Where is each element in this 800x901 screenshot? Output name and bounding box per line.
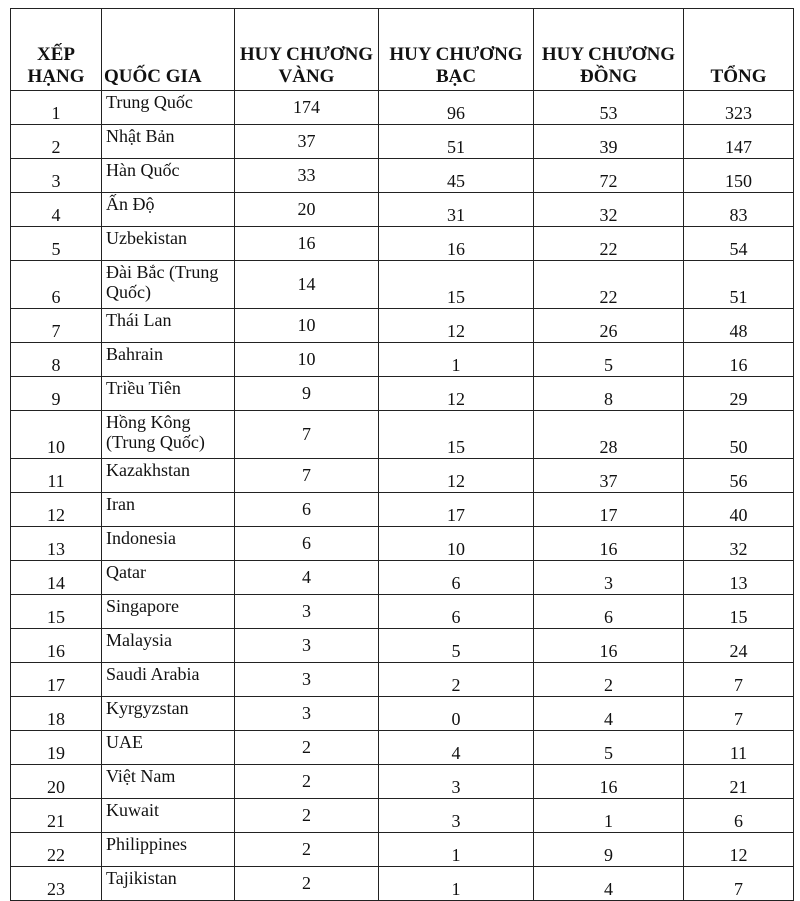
rank-cell: 7 bbox=[11, 309, 102, 343]
bronze-cell: 6 bbox=[534, 595, 684, 629]
silver-cell: 96 bbox=[379, 91, 534, 125]
country-cell: Philippines bbox=[102, 833, 235, 867]
silver-cell: 3 bbox=[379, 799, 534, 833]
table-row bbox=[11, 561, 794, 595]
bronze-cell: 16 bbox=[534, 527, 684, 561]
country-cell: Trung Quốc bbox=[102, 91, 235, 125]
silver-cell: 15 bbox=[379, 411, 534, 459]
table-row bbox=[11, 343, 794, 377]
rank-cell: 19 bbox=[11, 731, 102, 765]
rank-cell: 22 bbox=[11, 833, 102, 867]
total-cell: 16 bbox=[684, 343, 794, 377]
gold-cell: 14 bbox=[235, 261, 379, 309]
header-total: TỔNG bbox=[684, 9, 794, 91]
country-cell: Malaysia bbox=[102, 629, 235, 663]
table-row bbox=[11, 867, 794, 901]
rank-cell: 5 bbox=[11, 227, 102, 261]
bronze-cell: 4 bbox=[534, 697, 684, 731]
gold-cell: 2 bbox=[235, 765, 379, 799]
table-row bbox=[11, 261, 794, 309]
bronze-cell: 16 bbox=[534, 629, 684, 663]
country-cell: Singapore bbox=[102, 595, 235, 629]
table-row bbox=[11, 377, 794, 411]
silver-cell: 10 bbox=[379, 527, 534, 561]
table-row bbox=[11, 731, 794, 765]
country-cell: UAE bbox=[102, 731, 235, 765]
country-cell: Tajikistan bbox=[102, 867, 235, 901]
bronze-cell: 5 bbox=[534, 343, 684, 377]
country-cell: Kazakhstan bbox=[102, 459, 235, 493]
gold-cell: 16 bbox=[235, 227, 379, 261]
rank-cell: 6 bbox=[11, 261, 102, 309]
bronze-cell: 2 bbox=[534, 663, 684, 697]
country-cell: Nhật Bản bbox=[102, 125, 235, 159]
rank-cell: 17 bbox=[11, 663, 102, 697]
silver-cell: 51 bbox=[379, 125, 534, 159]
bronze-cell: 22 bbox=[534, 227, 684, 261]
gold-cell: 2 bbox=[235, 867, 379, 901]
total-cell: 12 bbox=[684, 833, 794, 867]
total-cell: 54 bbox=[684, 227, 794, 261]
table-row bbox=[11, 833, 794, 867]
rank-cell: 13 bbox=[11, 527, 102, 561]
gold-cell: 4 bbox=[235, 561, 379, 595]
gold-cell: 37 bbox=[235, 125, 379, 159]
rank-cell: 1 bbox=[11, 91, 102, 125]
country-cell: Iran bbox=[102, 493, 235, 527]
country-cell: Kyrgyzstan bbox=[102, 697, 235, 731]
table-row bbox=[11, 663, 794, 697]
country-cell: Bahrain bbox=[102, 343, 235, 377]
rank-cell: 12 bbox=[11, 493, 102, 527]
silver-cell: 3 bbox=[379, 765, 534, 799]
rank-cell: 10 bbox=[11, 411, 102, 459]
total-cell: 21 bbox=[684, 765, 794, 799]
country-cell: Kuwait bbox=[102, 799, 235, 833]
gold-cell: 2 bbox=[235, 799, 379, 833]
total-cell: 150 bbox=[684, 159, 794, 193]
gold-cell: 2 bbox=[235, 833, 379, 867]
total-cell: 56 bbox=[684, 459, 794, 493]
table-row bbox=[11, 193, 794, 227]
gold-cell: 6 bbox=[235, 527, 379, 561]
silver-cell: 1 bbox=[379, 867, 534, 901]
total-cell: 147 bbox=[684, 125, 794, 159]
silver-cell: 17 bbox=[379, 493, 534, 527]
table-row bbox=[11, 799, 794, 833]
bronze-cell: 8 bbox=[534, 377, 684, 411]
bronze-cell: 32 bbox=[534, 193, 684, 227]
silver-cell: 6 bbox=[379, 595, 534, 629]
table-row bbox=[11, 309, 794, 343]
silver-cell: 1 bbox=[379, 833, 534, 867]
header-country: QUỐC GIA bbox=[102, 9, 235, 91]
header-row bbox=[11, 9, 794, 91]
bronze-cell: 3 bbox=[534, 561, 684, 595]
country-cell: Đài Bắc (Trung Quốc) bbox=[102, 261, 235, 309]
rank-cell: 20 bbox=[11, 765, 102, 799]
total-cell: 7 bbox=[684, 867, 794, 901]
gold-cell: 3 bbox=[235, 595, 379, 629]
rank-cell: 8 bbox=[11, 343, 102, 377]
total-cell: 32 bbox=[684, 527, 794, 561]
silver-cell: 12 bbox=[379, 459, 534, 493]
header-rank: XẾP HẠNG bbox=[11, 9, 102, 91]
gold-cell: 7 bbox=[235, 459, 379, 493]
bronze-cell: 22 bbox=[534, 261, 684, 309]
country-cell: Hồng Kông (Trung Quốc) bbox=[102, 411, 235, 459]
total-cell: 323 bbox=[684, 91, 794, 125]
medal-table bbox=[10, 8, 794, 901]
gold-cell: 6 bbox=[235, 493, 379, 527]
total-cell: 51 bbox=[684, 261, 794, 309]
table-row bbox=[11, 91, 794, 125]
total-cell: 13 bbox=[684, 561, 794, 595]
country-cell: Thái Lan bbox=[102, 309, 235, 343]
bronze-cell: 53 bbox=[534, 91, 684, 125]
gold-cell: 2 bbox=[235, 731, 379, 765]
bronze-cell: 72 bbox=[534, 159, 684, 193]
gold-cell: 7 bbox=[235, 411, 379, 459]
gold-cell: 10 bbox=[235, 309, 379, 343]
bronze-cell: 5 bbox=[534, 731, 684, 765]
header-gold: HUY CHƯƠNG VÀNG bbox=[235, 9, 379, 91]
silver-cell: 31 bbox=[379, 193, 534, 227]
country-cell: Uzbekistan bbox=[102, 227, 235, 261]
silver-cell: 4 bbox=[379, 731, 534, 765]
silver-cell: 6 bbox=[379, 561, 534, 595]
rank-cell: 2 bbox=[11, 125, 102, 159]
gold-cell: 33 bbox=[235, 159, 379, 193]
silver-cell: 12 bbox=[379, 309, 534, 343]
total-cell: 7 bbox=[684, 663, 794, 697]
gold-cell: 3 bbox=[235, 697, 379, 731]
rank-cell: 11 bbox=[11, 459, 102, 493]
rank-cell: 9 bbox=[11, 377, 102, 411]
total-cell: 11 bbox=[684, 731, 794, 765]
country-cell: Indonesia bbox=[102, 527, 235, 561]
table-row bbox=[11, 765, 794, 799]
bronze-cell: 17 bbox=[534, 493, 684, 527]
silver-cell: 12 bbox=[379, 377, 534, 411]
rank-cell: 23 bbox=[11, 867, 102, 901]
table-row bbox=[11, 125, 794, 159]
bronze-cell: 9 bbox=[534, 833, 684, 867]
bronze-cell: 1 bbox=[534, 799, 684, 833]
rank-cell: 18 bbox=[11, 697, 102, 731]
gold-cell: 3 bbox=[235, 629, 379, 663]
bronze-cell: 28 bbox=[534, 411, 684, 459]
rank-cell: 16 bbox=[11, 629, 102, 663]
silver-cell: 0 bbox=[379, 697, 534, 731]
country-cell: Việt Nam bbox=[102, 765, 235, 799]
header-bronze: HUY CHƯƠNG ĐỒNG bbox=[534, 9, 684, 91]
gold-cell: 10 bbox=[235, 343, 379, 377]
table-row bbox=[11, 411, 794, 459]
table-row bbox=[11, 159, 794, 193]
total-cell: 15 bbox=[684, 595, 794, 629]
rank-cell: 21 bbox=[11, 799, 102, 833]
total-cell: 7 bbox=[684, 697, 794, 731]
rank-cell: 14 bbox=[11, 561, 102, 595]
total-cell: 83 bbox=[684, 193, 794, 227]
country-cell: Triều Tiên bbox=[102, 377, 235, 411]
table-row bbox=[11, 595, 794, 629]
gold-cell: 3 bbox=[235, 663, 379, 697]
bronze-cell: 37 bbox=[534, 459, 684, 493]
rank-cell: 4 bbox=[11, 193, 102, 227]
bronze-cell: 39 bbox=[534, 125, 684, 159]
table-row bbox=[11, 527, 794, 561]
rank-cell: 3 bbox=[11, 159, 102, 193]
country-cell: Qatar bbox=[102, 561, 235, 595]
table-row bbox=[11, 493, 794, 527]
bronze-cell: 26 bbox=[534, 309, 684, 343]
gold-cell: 9 bbox=[235, 377, 379, 411]
table-row bbox=[11, 697, 794, 731]
total-cell: 48 bbox=[684, 309, 794, 343]
silver-cell: 1 bbox=[379, 343, 534, 377]
total-cell: 6 bbox=[684, 799, 794, 833]
silver-cell: 16 bbox=[379, 227, 534, 261]
silver-cell: 5 bbox=[379, 629, 534, 663]
bronze-cell: 16 bbox=[534, 765, 684, 799]
total-cell: 29 bbox=[684, 377, 794, 411]
silver-cell: 45 bbox=[379, 159, 534, 193]
total-cell: 50 bbox=[684, 411, 794, 459]
country-cell: Saudi Arabia bbox=[102, 663, 235, 697]
country-cell: Hàn Quốc bbox=[102, 159, 235, 193]
table-body bbox=[11, 91, 794, 901]
silver-cell: 2 bbox=[379, 663, 534, 697]
bronze-cell: 4 bbox=[534, 867, 684, 901]
table-row bbox=[11, 459, 794, 493]
gold-cell: 174 bbox=[235, 91, 379, 125]
total-cell: 24 bbox=[684, 629, 794, 663]
table-row bbox=[11, 629, 794, 663]
gold-cell: 20 bbox=[235, 193, 379, 227]
country-cell: Ấn Độ bbox=[102, 193, 235, 227]
table-row bbox=[11, 227, 794, 261]
total-cell: 40 bbox=[684, 493, 794, 527]
silver-cell: 15 bbox=[379, 261, 534, 309]
header-silver: HUY CHƯƠNG BẠC bbox=[379, 9, 534, 91]
rank-cell: 15 bbox=[11, 595, 102, 629]
